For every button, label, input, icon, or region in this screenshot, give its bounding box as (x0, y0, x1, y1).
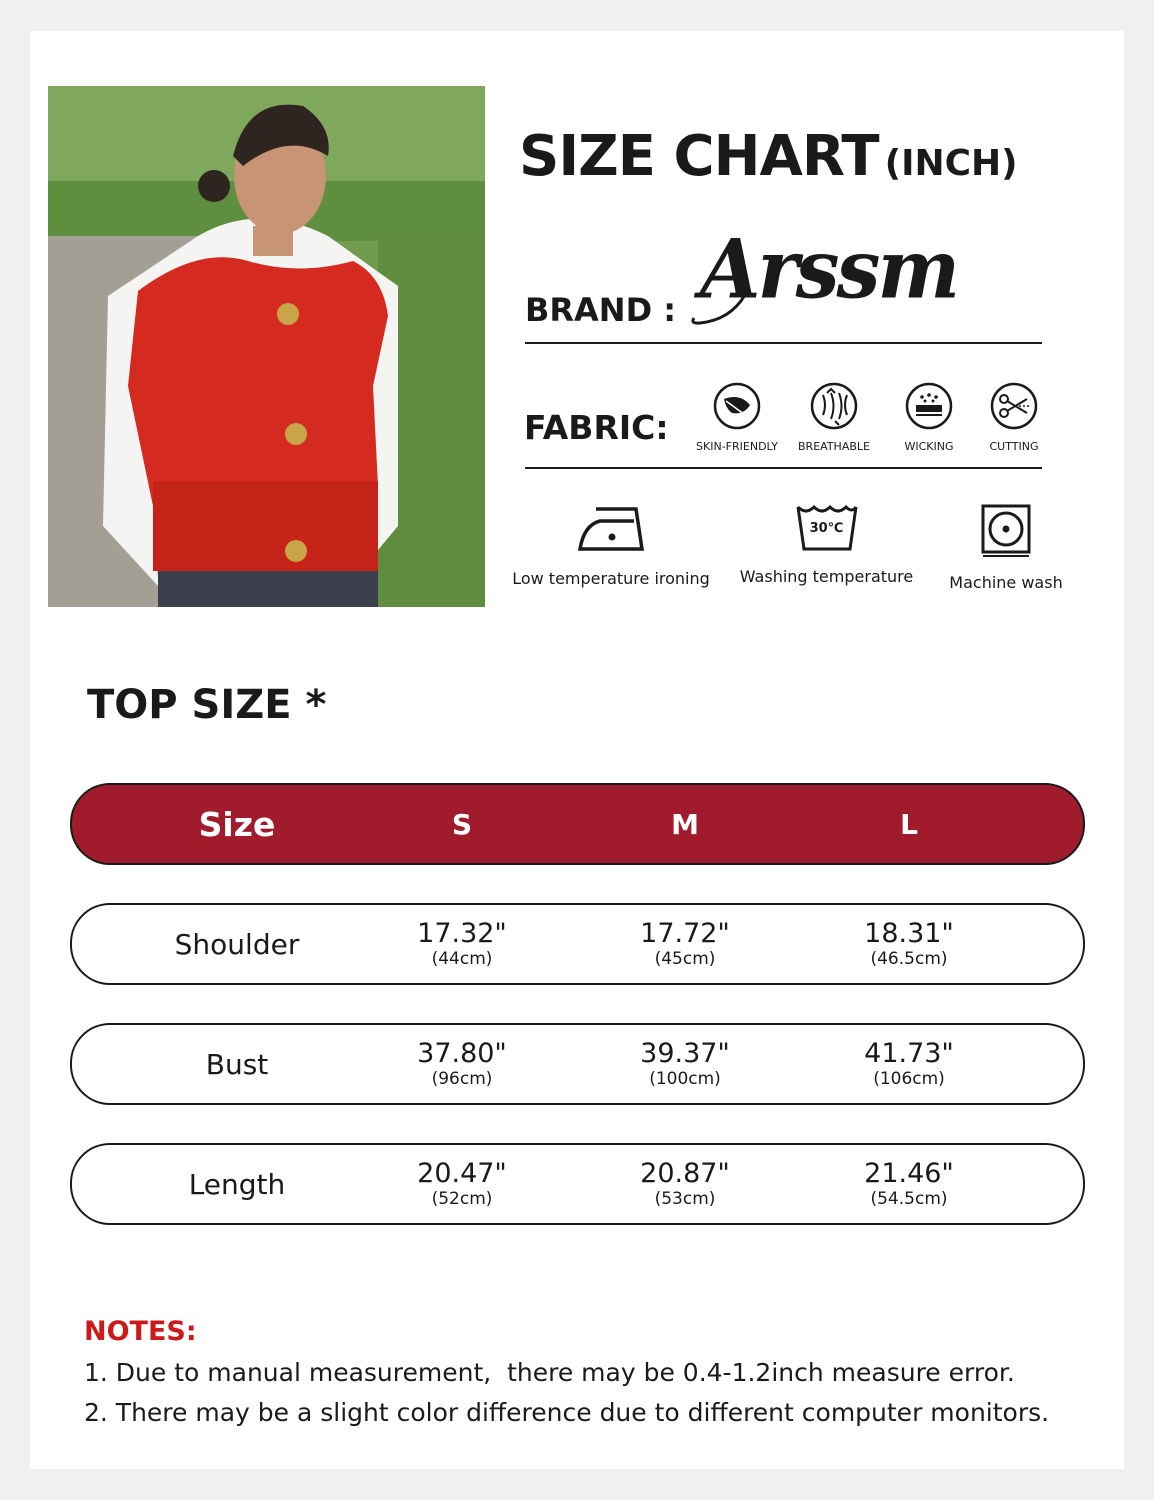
value-inch: 17.72" (640, 918, 730, 949)
value-cm: (100cm) (649, 1069, 721, 1089)
divider (525, 467, 1042, 469)
care-ironing (512, 503, 710, 588)
notes-title: NOTES: (84, 1316, 197, 1347)
value-cm: (44cm) (431, 949, 493, 969)
table-header (70, 783, 1085, 865)
feather-icon (712, 381, 762, 431)
value-inch: 20.47" (417, 1158, 507, 1189)
table-row-bust (70, 1023, 1085, 1105)
value-inch: 37.80" (417, 1038, 507, 1069)
wash-temp: 30℃ (809, 521, 844, 536)
table-cell (575, 1145, 795, 1223)
value-cm: (45cm) (654, 949, 716, 969)
value-inch: 41.73" (864, 1038, 954, 1069)
table-cell (352, 1145, 572, 1223)
page-title (519, 124, 1018, 189)
value-inch: 17.32" (417, 918, 507, 949)
care-label: Washing temperature (739, 567, 914, 586)
tumble-dry-icon (980, 503, 1032, 559)
feature-breathable (779, 381, 889, 453)
care-washing (739, 503, 914, 586)
note-item: 2. There may be a slight color difference due to different computer monitors. (84, 1398, 1050, 1427)
table-cell (799, 1025, 1019, 1103)
table-cell (575, 905, 795, 983)
feature-cutting (959, 381, 1069, 453)
table-row-length (70, 1143, 1085, 1225)
divider (525, 342, 1042, 344)
value-inch: 21.46" (864, 1158, 954, 1189)
feature-label: CUTTING (989, 440, 1039, 453)
row-label (132, 905, 342, 983)
table-cell (799, 1145, 1019, 1223)
brand-logo: Arssm (700, 221, 957, 318)
table-cell (352, 1025, 572, 1103)
fabric-label: FABRIC: (524, 408, 669, 447)
section-title: TOP SIZE * (87, 682, 327, 728)
care-label: Machine wash (949, 573, 1063, 592)
title-unit: (INCH) (884, 143, 1018, 184)
table-cell (799, 905, 1019, 983)
iron-icon (576, 503, 646, 555)
header-cell-m: M (671, 807, 699, 841)
product-photo (48, 86, 485, 607)
table-cell (352, 905, 572, 983)
header-cell-size: Size (198, 804, 276, 844)
brand-label: BRAND : (525, 291, 677, 329)
value-cm: (52cm) (431, 1189, 493, 1209)
row-label-text: Length (188, 1167, 286, 1201)
header-cell-l: L (900, 807, 918, 841)
feature-label: WICKING (904, 440, 954, 453)
row-label-text: Bust (205, 1047, 269, 1081)
table-row-shoulder (70, 903, 1085, 985)
header-cell-s: S (451, 807, 473, 841)
row-label (132, 1145, 342, 1223)
value-cm: (46.5cm) (870, 949, 948, 969)
care-machine-wash (944, 503, 1068, 592)
row-label (132, 1025, 342, 1103)
value-inch: 18.31" (864, 918, 954, 949)
value-inch: 20.87" (640, 1158, 730, 1189)
scissors-icon (989, 381, 1039, 431)
value-cm: (54.5cm) (870, 1189, 948, 1209)
value-cm: (53cm) (654, 1189, 716, 1209)
note-item: 1. Due to manual measurement, there may be 0.4-1.2inch measure error. (84, 1358, 1015, 1387)
feature-label: BREATHABLE (798, 440, 870, 453)
wash-tub-icon (796, 503, 858, 553)
row-label-text: Shoulder (174, 927, 300, 961)
wicking-icon (904, 381, 954, 431)
feature-skin-friendly (682, 381, 792, 453)
value-cm: (106cm) (873, 1069, 945, 1089)
value-cm: (96cm) (431, 1069, 493, 1089)
breathable-icon (809, 381, 859, 431)
value-inch: 39.37" (640, 1038, 730, 1069)
title-text: SIZE CHART (519, 124, 879, 189)
table-cell (575, 1025, 795, 1103)
care-label: Low temperature ironing (512, 569, 710, 588)
feature-label: SKIN-FRIENDLY (696, 440, 778, 453)
